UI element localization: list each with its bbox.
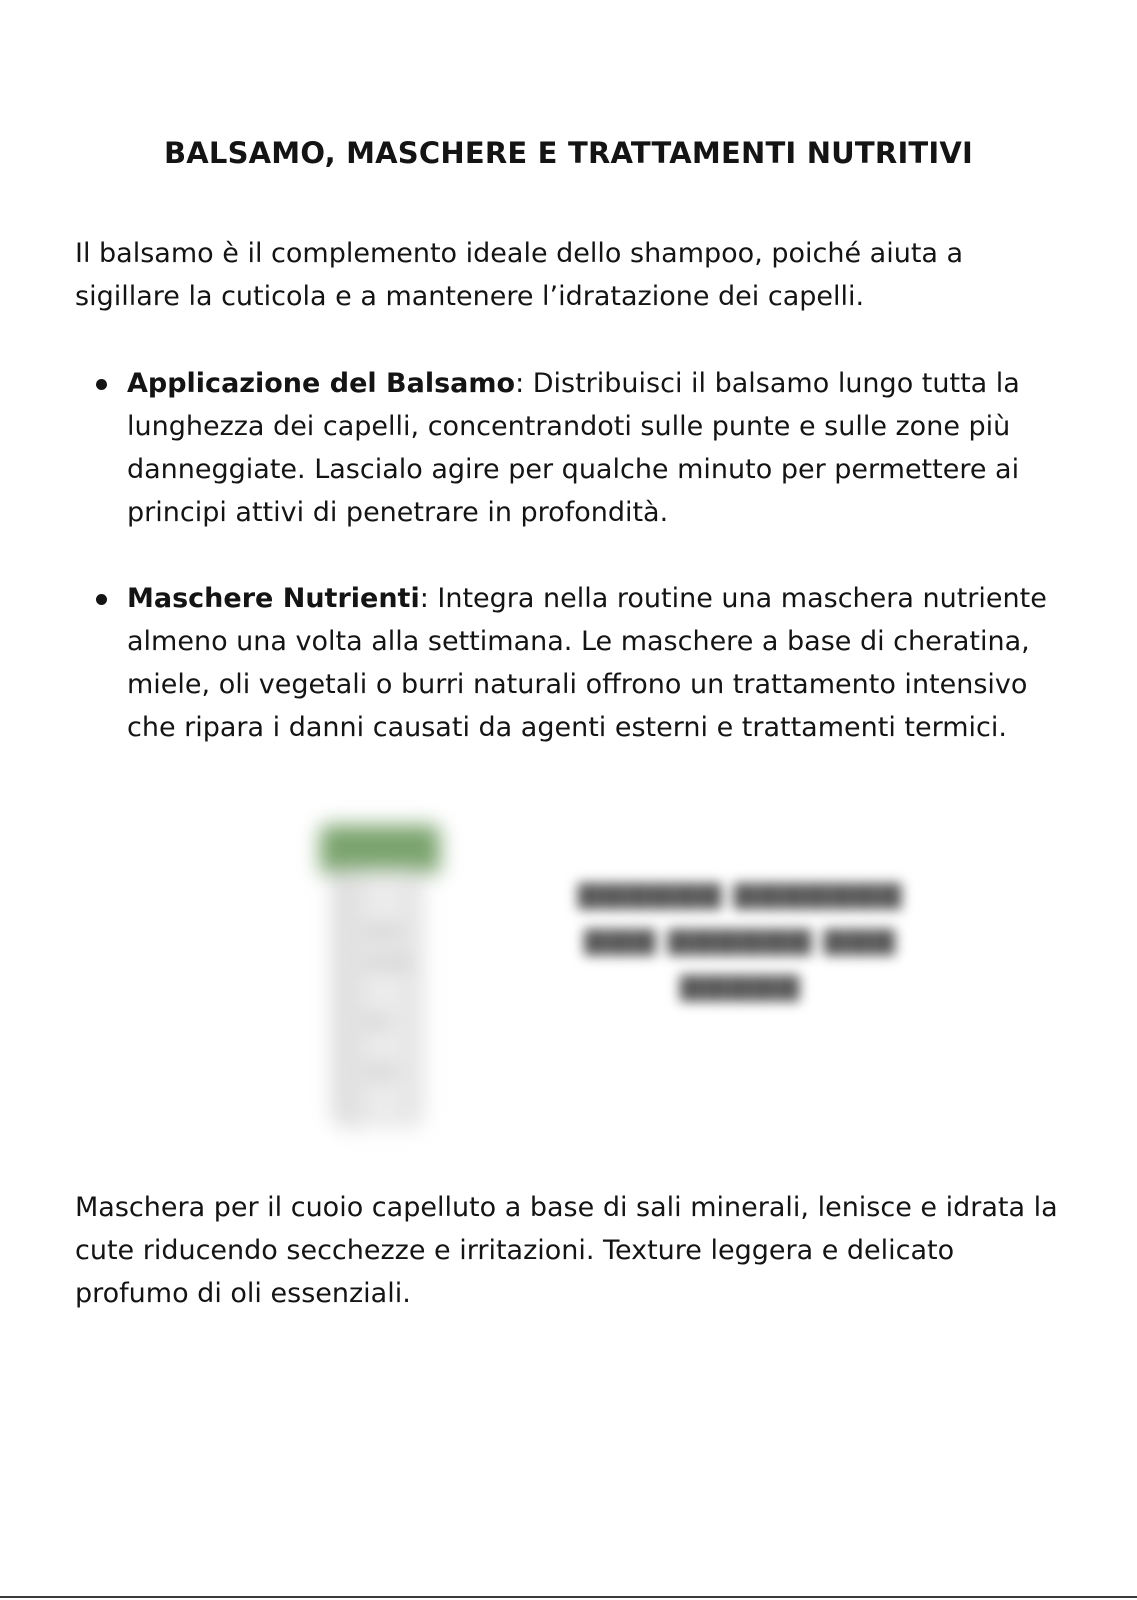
tube-body: [332, 869, 424, 1129]
blurred-product-caption: ▆▆▆▆▆▆ ▆▆▆▆▆▆▆ ▆▆▆ ▆▆▆▆▆▆ ▆▆▆ ▆▆▆▆▆: [577, 875, 903, 1002]
tube-label-mark: [366, 959, 410, 965]
tube-label-mark: [366, 929, 402, 935]
bullet-dot-icon: [96, 379, 107, 390]
bullet-text: : Distribuisci il balsamo lungo tutta la lunghezza dei capelli, concentrandoti sulle punte e sulle zone più danneggiate. Lascialo agire per qualche minuto per permettere ai principi attivi di penetrare in profondità.: [127, 368, 1020, 528]
bullet-term: Maschere Nutrienti: [127, 583, 420, 614]
bullet-dot-icon: [96, 594, 107, 605]
bullet-text: : Integra nella routine una maschera nutriente almeno una volta alla settimana. Le maschere a base di cheratina, miele, oli vegetali o burri naturali offrono un trattamento intensivo che ripara i danni causati da agenti esterni e trattamenti termici.: [127, 583, 1047, 743]
tube-label-mark: [366, 1069, 396, 1075]
page-divider: [0, 1596, 1137, 1598]
tube-label-mark: [366, 1019, 390, 1025]
product-description: Maschera per il cuoio capelluto a base di sali minerali, lenisce e idrata la cute riducendo secchezze e irritazioni. Texture leggera e delicato profumo di oli essenziali.: [75, 1192, 1058, 1309]
list-item: [75, 362, 1065, 534]
product-tube-image: [320, 825, 440, 1125]
product-image-blurred: [300, 815, 940, 1145]
page-title: BALSAMO, MASCHERE E TRATTAMENTI NUTRITIVI: [163, 136, 974, 170]
intro-paragraph: Il balsamo è il complemento ideale dello shampoo, poiché aiuta a sigillare la cuticola e a mantenere l’idratazione dei capelli.: [75, 238, 964, 312]
tube-cap: [320, 825, 440, 873]
bullet-term: Applicazione del Balsamo: [127, 368, 516, 399]
bullet-list: [75, 362, 1065, 749]
list-item: [75, 577, 1065, 749]
